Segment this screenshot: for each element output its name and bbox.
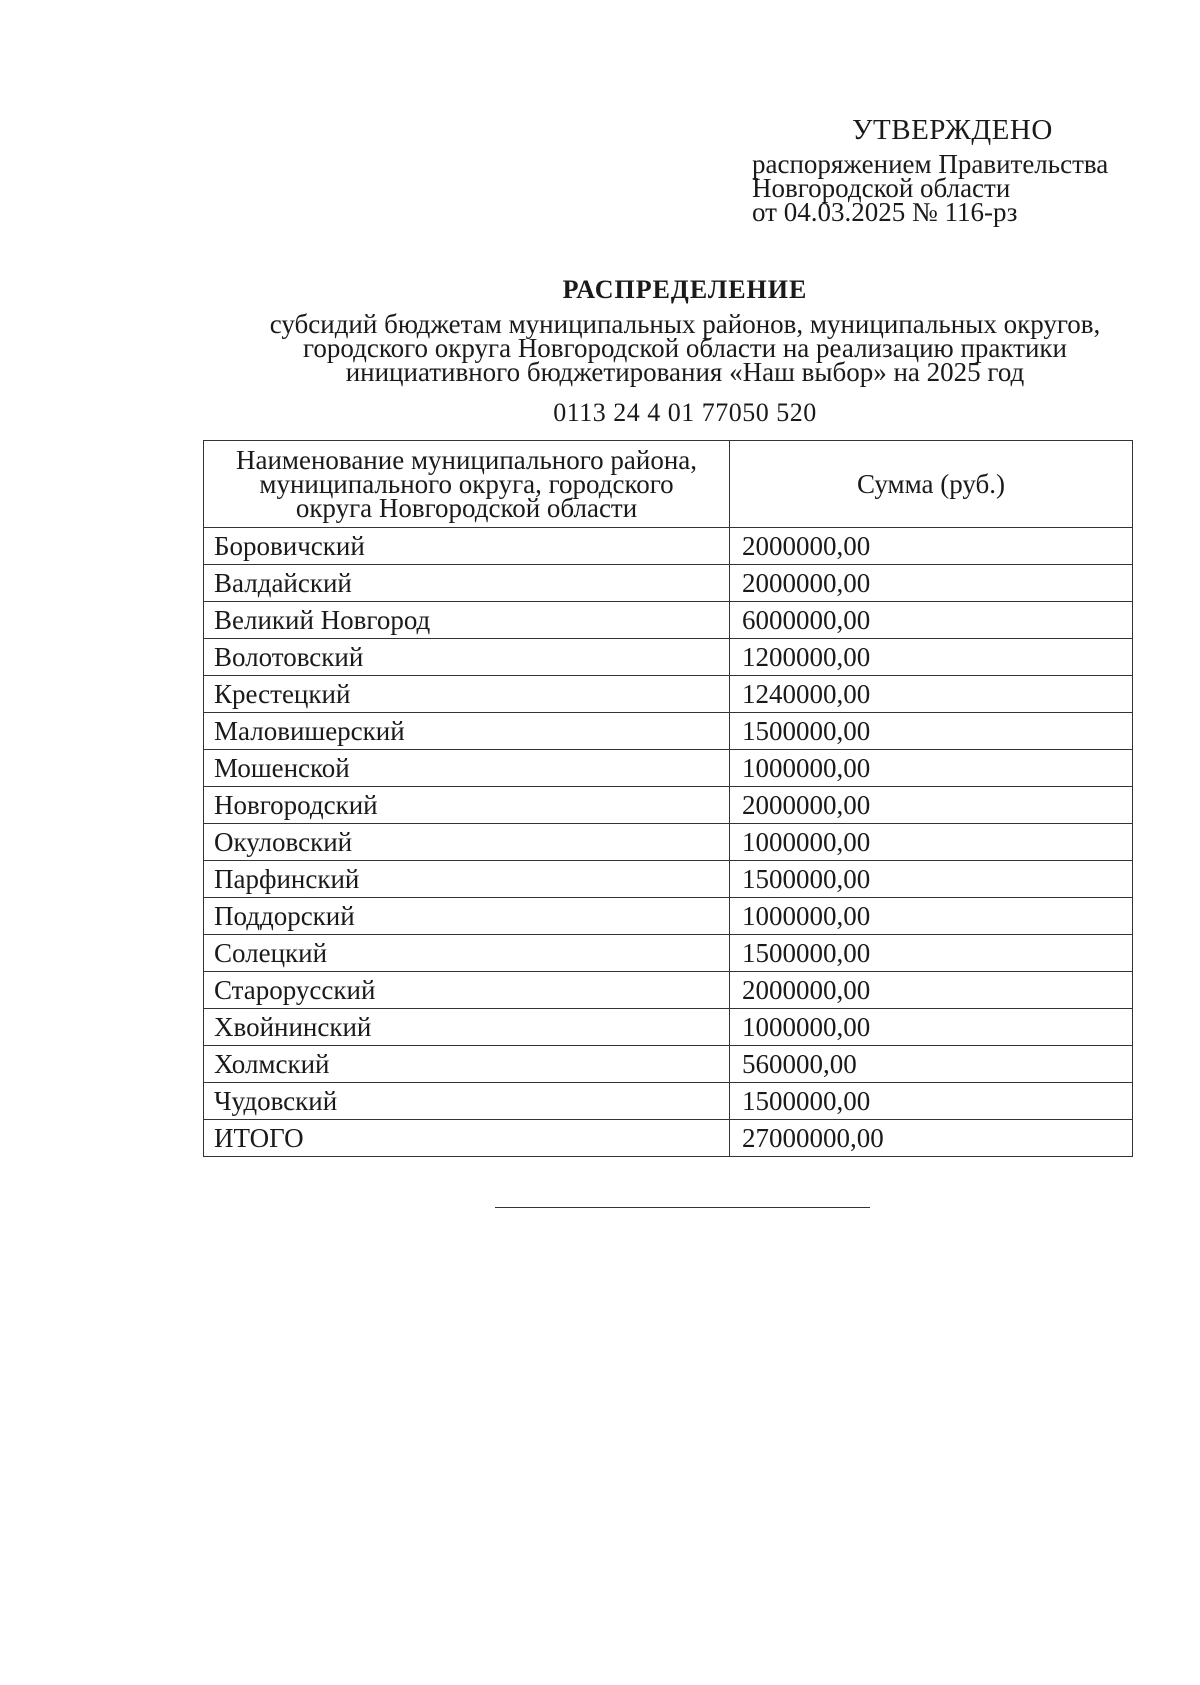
table-row	[204, 972, 1133, 1009]
row-municipality: Новгородский	[204, 787, 730, 824]
table-row	[204, 787, 1133, 824]
table-row	[204, 602, 1133, 639]
approval-title: УТВЕРЖДЕНО	[852, 114, 1053, 146]
approval-line-2: Новгородской области	[752, 173, 1011, 203]
row-municipality: Солецкий	[204, 935, 730, 972]
row-municipality: Старорусский	[204, 972, 730, 1009]
table-row	[204, 565, 1133, 602]
approval-line-1: распоряжением Правительства	[752, 149, 1109, 179]
budget-classification-code: 0113 24 4 01 77050 520	[553, 398, 817, 427]
header-municipality-line-3: округа Новгородской области	[295, 493, 638, 523]
row-municipality: Чудовский	[204, 1083, 730, 1120]
row-amount: 2000000,00	[730, 528, 1133, 565]
approval-stamp	[752, 112, 1152, 227]
row-amount: 1500000,00	[730, 1083, 1133, 1120]
row-amount: 1000000,00	[730, 898, 1133, 935]
row-amount: 560000,00	[730, 1046, 1133, 1083]
row-amount: 1500000,00	[730, 935, 1133, 972]
row-amount: 1240000,00	[730, 676, 1133, 713]
table-total-row	[204, 1120, 1133, 1157]
header-amount: Сумма (руб.)	[730, 441, 1133, 528]
row-amount: 1000000,00	[730, 824, 1133, 861]
row-municipality: Великий Новгород	[204, 602, 730, 639]
row-amount: 1500000,00	[730, 861, 1133, 898]
table-row	[204, 639, 1133, 676]
row-municipality: Маловишерский	[204, 713, 730, 750]
table-row	[204, 1083, 1133, 1120]
table-header-row	[204, 441, 1133, 528]
header-municipality-line-1: Наименование муниципального района,	[235, 445, 698, 475]
table-row	[204, 676, 1133, 713]
row-amount: 2000000,00	[730, 565, 1133, 602]
table-row	[204, 1009, 1133, 1046]
row-amount: 1200000,00	[730, 639, 1133, 676]
row-amount: 2000000,00	[730, 787, 1133, 824]
table-body	[204, 528, 1133, 1157]
table-row	[204, 528, 1133, 565]
row-municipality: Поддорский	[204, 898, 730, 935]
row-amount: 1000000,00	[730, 1009, 1133, 1046]
row-municipality: Крестецкий	[204, 676, 730, 713]
row-amount: 1500000,00	[730, 713, 1133, 750]
row-municipality: Боровичский	[204, 528, 730, 565]
document-title: РАСПРЕДЕЛЕНИЕ	[562, 275, 808, 304]
header-municipality	[204, 441, 730, 528]
row-municipality: Мошенской	[204, 750, 730, 787]
table-row	[204, 861, 1133, 898]
total-label: ИТОГО	[204, 1120, 730, 1157]
row-amount: 6000000,00	[730, 602, 1133, 639]
distribution-table	[203, 440, 1133, 1157]
table-row	[204, 898, 1133, 935]
table-row	[204, 1046, 1133, 1083]
header-municipality-line-2: муниципального округа, городского	[259, 469, 674, 499]
row-municipality: Парфинский	[204, 861, 730, 898]
row-amount: 2000000,00	[730, 972, 1133, 1009]
row-municipality: Хвойнинский	[204, 1009, 730, 1046]
subtitle-line-3: инициативного бюджетирования «Наш выбор» на 2025 год	[345, 357, 1025, 387]
document-subtitle	[220, 309, 1150, 387]
row-municipality: Валдайский	[204, 565, 730, 602]
row-municipality: Холмский	[204, 1046, 730, 1083]
subtitle-line-2: городского округа Новгородской области на реализацию практики	[303, 333, 1067, 363]
table-row	[204, 824, 1133, 861]
row-municipality: Волотовский	[204, 639, 730, 676]
subtitle-line-1: субсидий бюджетам муниципальных районов, муниципальных округов,	[269, 309, 1101, 339]
closing-divider	[495, 1207, 870, 1208]
row-municipality: Окуловский	[204, 824, 730, 861]
table-row	[204, 713, 1133, 750]
table-row	[204, 750, 1133, 787]
approval-line-3: от 04.03.2025 № 116-рз	[752, 197, 1018, 227]
table-row	[204, 935, 1133, 972]
total-amount: 27000000,00	[730, 1120, 1133, 1157]
row-amount: 1000000,00	[730, 750, 1133, 787]
